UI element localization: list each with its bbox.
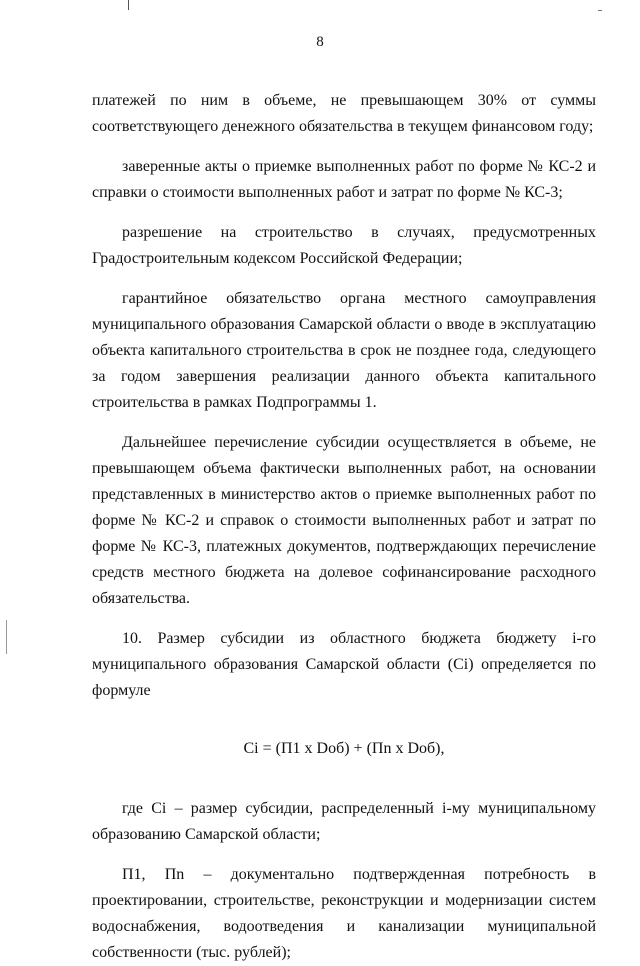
paragraph: разрешение на строительство в случаях, предусмотренных Градостроительным кодексом Российской Федерации; (92, 224, 596, 267)
page-number: 8 (316, 34, 324, 50)
formula: Ci = (П1 x Dоб) + (Пn x Dоб), (243, 740, 445, 757)
paragraph: П1, Пn – документально подтвержденная потребность в проектировании, строительстве, реконструкции и модернизации систем водоснабжения, водоотведения и канализации муниципальной собственности (тыс. рублей); (92, 866, 596, 961)
scan-mark (128, 0, 129, 10)
paragraph: гарантийное обязательство органа местного самоуправления муниципального образования Самарской области о вводе в эксплуатацию объекта капитального строительства в срок не позднее года, следующего за годом завершения реализации данного объекта капитального строительства в рамках Подпрограммы 1. (92, 290, 596, 411)
paragraph: Дальнейшее перечисление субсидии осуществляется в объеме, не превышающем объема фактически выполненных работ, на основании представленных в министерство актов о приемке выполненных работ по форме № КС-2 и справок о стоимости выполненных работ и затрат по форме № КС-3, платежных документов, подтверждающих перечисление средств местного бюджета на долевое софинансирование расходного обязательства. (92, 434, 596, 607)
scan-mark (598, 10, 602, 11)
paragraph: 10. Размер субсидии из областного бюджета бюджету i-го муниципального образования Самарской области (Ci) определяется по формуле (92, 630, 596, 699)
paragraph: где Ci – размер субсидии, распределенный i-му муниципальному образованию Самарской области; (92, 800, 596, 843)
scan-mark (6, 620, 7, 654)
paragraph: платежей по ним в объеме, не превышающем 30% от суммы соответствующего денежного обязательства в текущем финансовом году; (92, 92, 596, 135)
paragraph: заверенные акты о приемке выполненных работ по форме № КС-2 и справки о стоимости выполненных работ и затрат по форме № КС-3; (92, 158, 596, 201)
document-body (92, 88, 596, 966)
